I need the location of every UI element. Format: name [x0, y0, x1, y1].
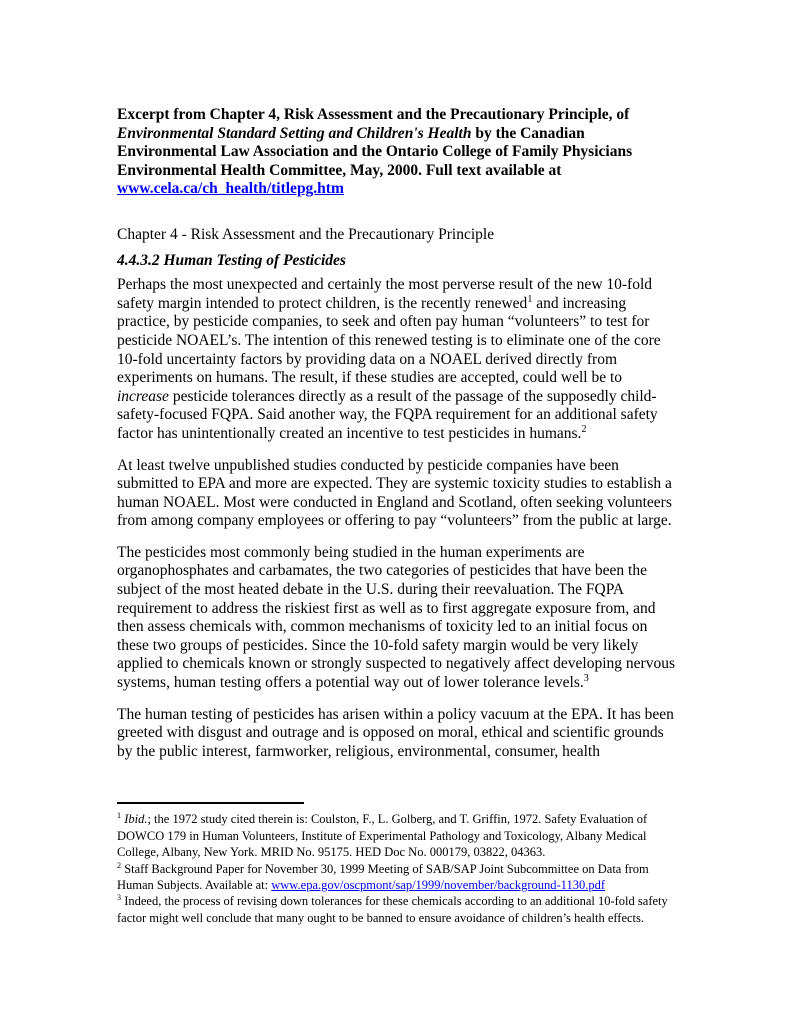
footnote-2-text: Staff Background Paper for November 30, 1999 Meeting of SAB/SAP Joint Subcommittee on Data from Human Subjects. Available at: [117, 861, 649, 893]
footnotes-section [117, 811, 675, 926]
footnote-1 [117, 811, 675, 860]
header-link[interactable]: www.cela.ca/ch_health/titlepg.htm [117, 180, 344, 198]
footnote-ref-2: 2 [581, 423, 587, 435]
paragraph-3 [117, 544, 675, 693]
footnote-3-marker: 3 [117, 893, 122, 903]
footnote-1-marker: 1 [117, 811, 122, 821]
paragraph-4: The human testing of pesticides has arisen within a policy vacuum at the EPA. It has been greeted with disgust and outrage and is opposed on moral, ethical and scientific grounds by the public interest, farmworker, religious, environmental, consumer, health [117, 705, 674, 760]
section-heading: 4.4.3.2 Human Testing of Pesticides [117, 251, 346, 269]
footnote-ref-3: 3 [583, 672, 589, 684]
page-content [117, 106, 675, 926]
footnote-1-text: ; the 1972 study cited therein is: Coulston, F., L. Golberg, and T. Griffin, 1972. Safety Evaluation of DOWCO 179 in Human Volunteers, Institute of Experimental Pathology and Toxicology, Albany Medical College, Albany, New York. MRID No. 95175. HED Doc No. 000179, 03822, 04363. [117, 812, 648, 860]
paragraph-1-italic-word: increase [117, 387, 169, 405]
paragraph-1-text-1: Perhaps the most unexpected and certainly the most perverse result of the new 10-fold safety margin intended to protect children, is the recently renewed [117, 276, 653, 312]
chapter-title: Chapter 4 - Risk Assessment and the Precautionary Principle [117, 225, 495, 243]
paragraph-2: At least twelve unpublished studies conducted by pesticide companies have been submitted to EPA and more are expected. They are systemic toxicity studies to establish a human NOAEL. Most were conducted in England and Scotland, often seeking volunteers from among company employees or offering to pay “volunteers” from the public at large. [117, 456, 672, 530]
paragraph-1-text-2: and increasing practice, by pesticide companies, to seek and often pay human “volunteers” to test for pesticide NOAEL’s. The intention of this renewed testing is to eliminate one of the core 10-fold uncertainty factors by providing data on a NOAEL derived directly from experiments on humans. The result, if these studies are accepted, could well be to [117, 294, 661, 387]
footnote-2-marker: 2 [117, 860, 122, 870]
header-book-title: Environmental Standard Setting and Children's Health [117, 124, 472, 142]
footnote-1-ibid: Ibid. [124, 812, 148, 827]
paragraph-1-text-3: pesticide tolerances directly as a result of the passage of the supposedly child-safety-focused FQPA. Said another way, the FQPA requirement for an additional safety factor has unintentionally created an incentive to test pesticides in humans. [117, 387, 658, 442]
header-text-1: Excerpt from Chapter 4, Risk Assessment and the Precautionary Principle, of [117, 106, 630, 123]
paragraph-3-text: The pesticides most commonly being studied in the human experiments are organophosphates and carbamates, the two categories of pesticides that have been the subject of the most heated debate in the U.S. during their reevaluation. The FQPA requirement to address the riskiest first as well as to first aggregate exposure from, and then assess chemicals with, common mechanisms of toxicity led to an initial focus on these two groups of pesticides. Since the 10-fold safety margin would be very likely applied to chemicals known or strongly suspected to negatively affect developing nervous systems, human testing offers a potential way out of lower tolerance levels. [117, 543, 675, 692]
paragraph-1 [117, 276, 675, 443]
footnote-2-link[interactable]: www.epa.gov/oscpmont/sap/1999/november/background-1130.pdf [271, 878, 605, 893]
footnote-separator [117, 802, 304, 804]
footnote-ref-1: 1 [527, 293, 533, 305]
header-text-2: by the Canadian Environmental Law Association and the Ontario College of Family Physicians Environmental Health Committee, May, 2000. Full text available at [117, 124, 633, 179]
footnote-3 [117, 893, 675, 926]
document-header [117, 106, 675, 199]
footnote-3-text: Indeed, the process of revising down tolerances for these chemicals according to an additional 10-fold safety factor might well conclude that many ought to be banned to ensure avoidance of children’s health effects. [117, 894, 668, 925]
footnote-2 [117, 861, 675, 894]
